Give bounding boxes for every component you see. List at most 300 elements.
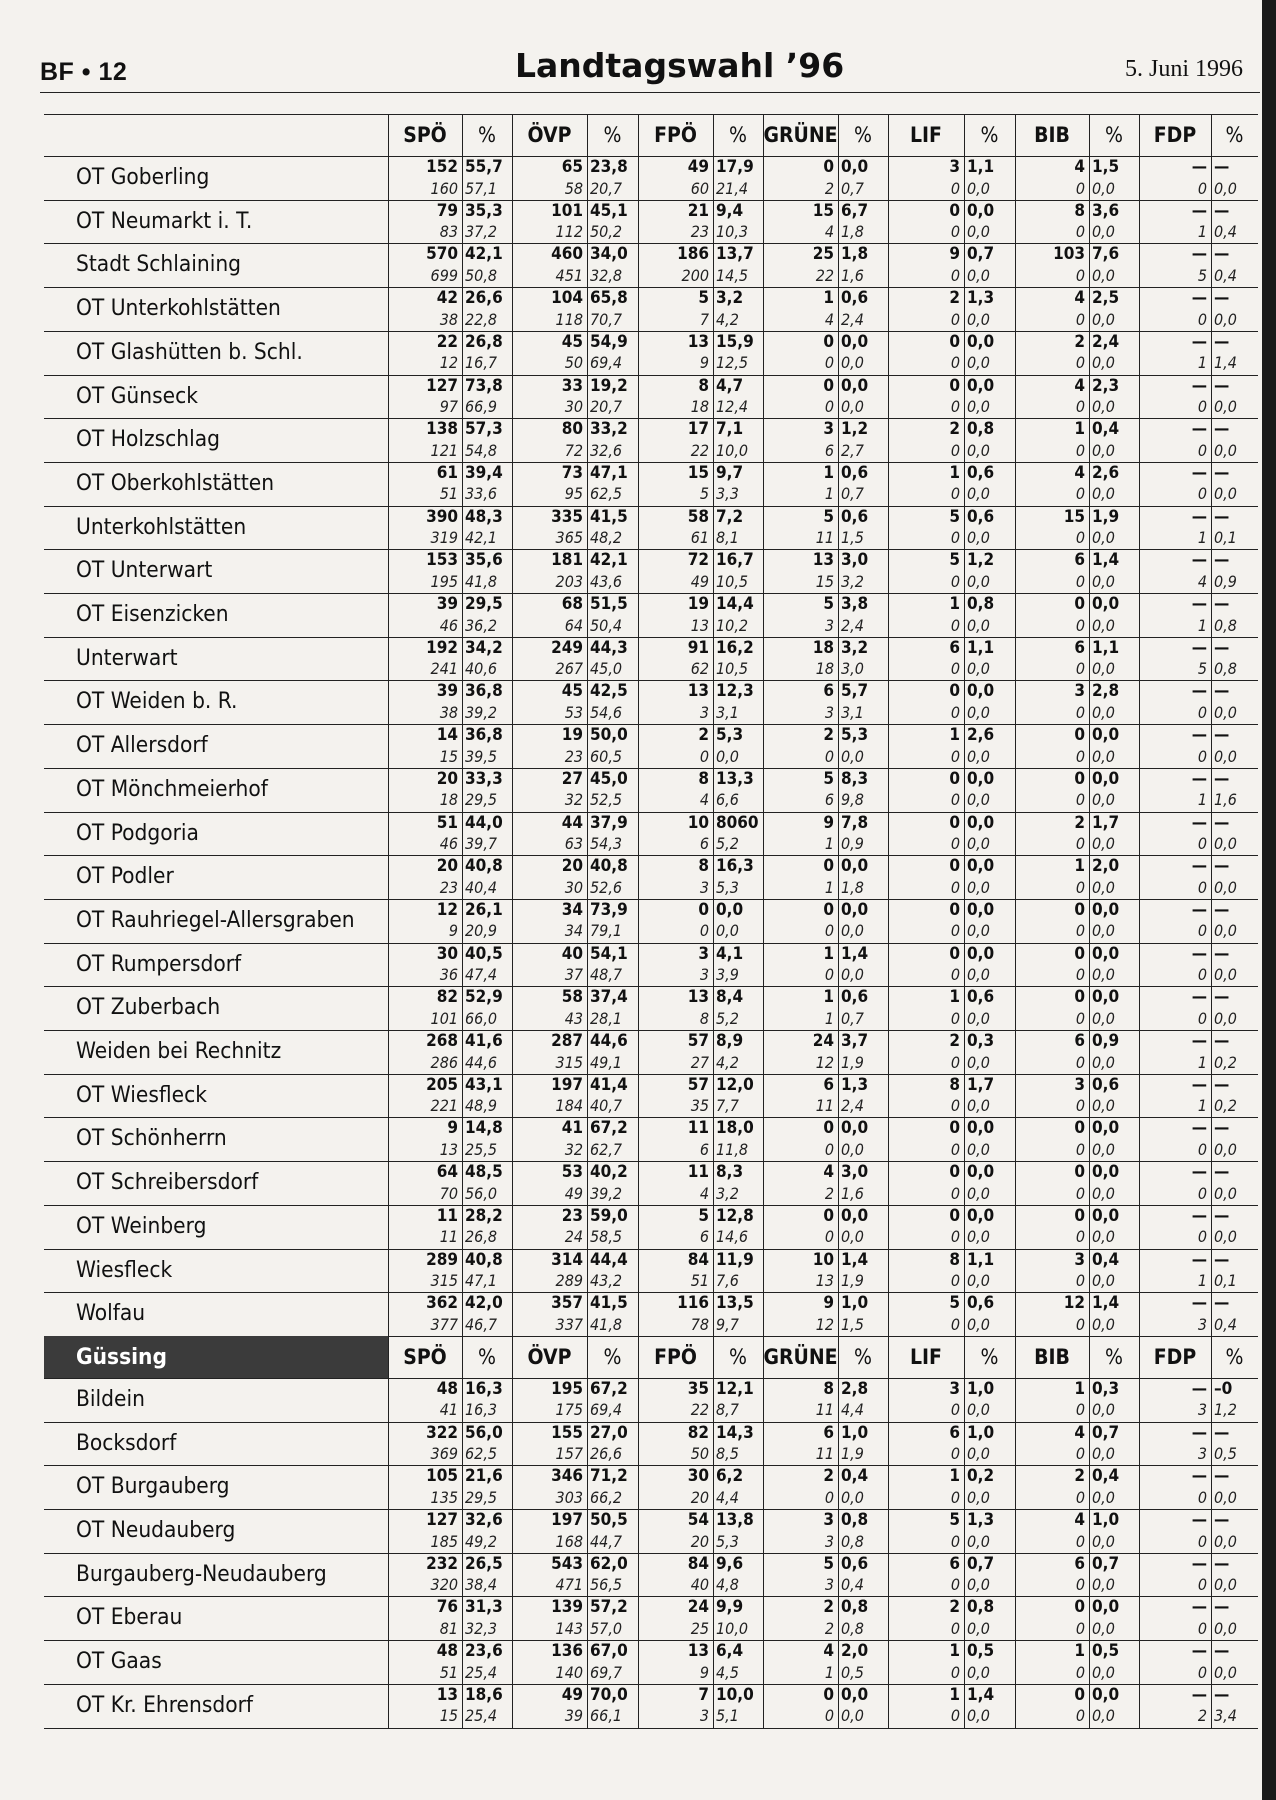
- value-1991: 0,0: [967, 1314, 990, 1334]
- value-1991: 203: [555, 571, 583, 591]
- value-1996: 6: [823, 1074, 834, 1095]
- value-1991: 47,1: [465, 1271, 498, 1290]
- value-1996: 3,2: [716, 288, 744, 309]
- value-1991: 10,2: [716, 615, 749, 635]
- value-1991: 0,0: [967, 1183, 990, 1203]
- value-1996: —: [1191, 812, 1207, 833]
- value-1991: 0: [1075, 1096, 1085, 1116]
- value-1996: 0,0: [1092, 768, 1120, 789]
- value-1996: 101: [551, 200, 583, 221]
- value-1996: 13: [812, 550, 834, 571]
- value-1996: 39: [436, 594, 458, 614]
- value-1991: 33,6: [465, 484, 498, 504]
- value-1996: 8,3: [841, 768, 869, 789]
- value-1996: —: [1191, 244, 1207, 265]
- value-1991: 0: [950, 702, 960, 722]
- value-1996: 1,4: [967, 1684, 995, 1705]
- value-1996: —: [1214, 1510, 1230, 1530]
- value-1996: 0,6: [841, 462, 869, 483]
- value-1991: 46,7: [465, 1314, 498, 1334]
- value-1996: —: [1191, 1074, 1207, 1095]
- value-1991: 57,0: [590, 1618, 623, 1638]
- municipality-name: OT Allersdorf: [76, 732, 208, 759]
- value-1991: 0,0: [967, 659, 990, 679]
- column-header: FPÖ: [654, 1344, 697, 1369]
- value-1991: 0: [1075, 1139, 1085, 1159]
- value-1996: 0: [1074, 1205, 1085, 1226]
- value-1991: 32: [564, 790, 583, 810]
- value-1996: 13: [687, 681, 709, 702]
- value-1991: 0,0: [967, 1271, 990, 1290]
- value-1996: 2,3: [1092, 375, 1120, 396]
- value-1996: 0: [949, 1162, 960, 1183]
- value-1996: 0: [949, 375, 960, 396]
- value-1996: 10: [812, 1249, 834, 1270]
- value-1991: 0: [824, 353, 834, 373]
- value-1996: 19: [561, 725, 583, 746]
- value-1996: 57,3: [465, 419, 503, 440]
- value-1996: 0: [1074, 1597, 1085, 1618]
- value-1996: 5: [823, 768, 834, 789]
- value-1996: 6,7: [841, 200, 869, 221]
- value-1991: 0,0: [967, 615, 990, 635]
- value-1996: 67,2: [590, 1118, 628, 1139]
- value-1991: 0: [1075, 834, 1085, 853]
- value-1996: 0,3: [1092, 1378, 1120, 1399]
- value-1996: —: [1214, 244, 1230, 265]
- column-divider: [1089, 114, 1090, 1728]
- value-1991: 43,2: [590, 1271, 623, 1290]
- column-header: %: [980, 123, 999, 147]
- value-1991: 12: [439, 353, 458, 373]
- value-1991: 23: [690, 222, 709, 242]
- value-1996: 14,4: [716, 594, 754, 614]
- value-1996: —: [1214, 1553, 1230, 1574]
- column-header: FPÖ: [654, 123, 697, 147]
- value-1996: 0,4: [1092, 1466, 1120, 1487]
- value-1996: 181: [551, 550, 583, 571]
- value-1991: 0,0: [1092, 1183, 1115, 1203]
- value-1991: 10,3: [716, 222, 749, 242]
- value-1996: 22: [436, 331, 458, 352]
- value-1996: 5: [949, 1293, 960, 1314]
- value-1991: 0: [1197, 1487, 1207, 1507]
- value-1991: 0,0: [1214, 1183, 1237, 1203]
- value-1996: 0: [949, 856, 960, 877]
- value-1991: 0,5: [1214, 1444, 1237, 1464]
- value-1991: 365: [555, 528, 583, 548]
- value-1991: 1: [1197, 528, 1207, 548]
- value-1996: 5,3: [716, 725, 744, 746]
- value-1991: 0: [950, 1706, 960, 1726]
- value-1996: 7,2: [716, 506, 744, 527]
- value-1991: 0: [950, 1531, 960, 1551]
- value-1996: —: [1191, 200, 1207, 221]
- column-divider: [888, 114, 889, 1728]
- column-header: ÖVP: [527, 123, 572, 147]
- value-1991: 56,5: [590, 1575, 623, 1595]
- value-1996: 0,0: [1092, 1684, 1120, 1705]
- value-1996: 6: [823, 681, 834, 702]
- value-1996: 6: [949, 1553, 960, 1574]
- value-1991: 0,0: [1092, 397, 1115, 416]
- value-1991: 0: [950, 746, 960, 766]
- value-1996: 13: [687, 331, 709, 352]
- value-1996: 1,4: [841, 943, 869, 964]
- value-1996: 8: [1074, 200, 1085, 221]
- value-1991: 0,0: [967, 178, 990, 198]
- column-header: %: [478, 1344, 496, 1369]
- value-1991: 0,0: [967, 309, 990, 329]
- value-1996: —: [1191, 681, 1207, 702]
- value-1996: 1,1: [967, 157, 995, 177]
- value-1991: 1,9: [841, 1444, 864, 1464]
- value-1996: 36,8: [465, 681, 503, 702]
- value-1996: —: [1214, 943, 1230, 964]
- value-1991: 57,1: [465, 178, 498, 198]
- value-1996: 73,8: [465, 375, 503, 396]
- value-1996: 6,4: [716, 1641, 744, 1662]
- value-1991: 0: [1197, 309, 1207, 329]
- value-1991: 4,8: [716, 1575, 739, 1595]
- value-1991: 29,5: [465, 1487, 498, 1507]
- value-1996: —: [1191, 375, 1207, 396]
- value-1996: 35,3: [465, 200, 503, 221]
- value-1996: —: [1191, 987, 1207, 1008]
- value-1996: 36,8: [465, 725, 503, 746]
- value-1991: 0,9: [1214, 571, 1237, 591]
- value-1991: 0: [1075, 1575, 1085, 1595]
- value-1991: 50,4: [590, 615, 623, 635]
- value-1996: 40,8: [590, 856, 628, 877]
- value-1991: 319: [430, 528, 458, 548]
- value-1991: 0,0: [967, 1139, 990, 1159]
- value-1991: 0,7: [841, 178, 864, 198]
- value-1991: 79,1: [590, 921, 623, 941]
- value-1996: 0,0: [967, 768, 995, 789]
- value-1991: 0,0: [1092, 1487, 1115, 1507]
- value-1991: 41,8: [465, 571, 498, 591]
- value-1996: 139: [551, 1597, 583, 1618]
- value-1996: 54,1: [590, 943, 628, 964]
- value-1991: 8: [699, 1008, 709, 1028]
- value-1996: —: [1191, 1641, 1207, 1662]
- value-1991: 49: [564, 1183, 583, 1203]
- value-1991: 3: [1197, 1400, 1207, 1420]
- value-1991: 1,8: [841, 877, 864, 897]
- municipality-name: OT Gaas: [76, 1648, 162, 1675]
- column-header: BIB: [1034, 123, 1070, 147]
- value-1996: 64: [436, 1162, 458, 1183]
- value-1991: 286: [430, 1052, 458, 1072]
- municipality-name: Bocksdorf: [76, 1429, 177, 1456]
- value-1991: 58: [564, 178, 583, 198]
- value-1991: 0: [1075, 222, 1085, 242]
- value-1996: 42,1: [590, 550, 628, 571]
- value-1991: 5: [1197, 659, 1207, 679]
- value-1996: 19,2: [590, 375, 628, 396]
- value-1991: 0,0: [967, 1227, 990, 1247]
- value-1996: 58: [561, 987, 583, 1008]
- value-1991: 1,2: [1214, 1400, 1237, 1420]
- municipality-name: OT Podgoria: [76, 819, 199, 846]
- value-1991: 22,8: [465, 309, 498, 329]
- value-1991: 1: [824, 1008, 834, 1028]
- value-1991: 0: [1075, 702, 1085, 722]
- value-1991: 1: [1197, 222, 1207, 242]
- value-1996: 42,5: [590, 681, 628, 702]
- value-1991: 1,9: [841, 1271, 864, 1290]
- value-1991: 0,0: [967, 440, 990, 460]
- value-1991: 0,0: [967, 790, 990, 810]
- value-1996: 13,7: [716, 244, 754, 265]
- municipality-name: Bildein: [76, 1385, 145, 1412]
- value-1996: 0: [1074, 943, 1085, 964]
- value-1996: 268: [426, 1031, 458, 1051]
- value-1991: 0,8: [1214, 615, 1237, 635]
- value-1996: 195: [551, 1378, 583, 1399]
- value-1991: 0: [950, 1444, 960, 1464]
- value-1991: 699: [430, 265, 458, 285]
- value-1991: 3,2: [716, 1183, 739, 1203]
- value-1991: 2: [1197, 1706, 1207, 1726]
- value-1996: 14: [436, 725, 458, 746]
- value-1991: 38: [439, 309, 458, 329]
- value-1996: —: [1191, 1466, 1207, 1487]
- value-1991: 26,8: [465, 1227, 498, 1247]
- value-1996: —: [1214, 1205, 1230, 1226]
- value-1996: 314: [551, 1249, 583, 1270]
- value-1996: —: [1191, 943, 1207, 964]
- value-1996: 9,4: [716, 200, 744, 221]
- value-1991: 50,8: [465, 265, 498, 285]
- value-1996: 0,6: [1092, 1074, 1120, 1095]
- value-1996: 13,3: [716, 768, 754, 789]
- value-1996: —: [1191, 1378, 1207, 1399]
- value-1996: 0,7: [967, 1553, 995, 1574]
- value-1991: 0,0: [1092, 1618, 1115, 1638]
- value-1996: 26,6: [465, 288, 503, 309]
- value-1991: 241: [430, 659, 458, 679]
- column-header: %: [854, 123, 872, 147]
- column-header: FDP: [1153, 1344, 1197, 1369]
- value-1991: 3: [699, 702, 709, 722]
- municipality-name: OT Günseck: [76, 382, 198, 409]
- value-1991: 0: [950, 353, 960, 373]
- column-header: SPÖ: [403, 1344, 447, 1369]
- value-1991: 0: [950, 921, 960, 941]
- municipality-name: Unterkohlstätten: [76, 513, 247, 540]
- value-1991: 11: [815, 528, 834, 548]
- value-1996: 2: [1074, 1466, 1085, 1487]
- value-1991: 0,0: [1214, 746, 1237, 766]
- municipality-name: OT Burgauberg: [76, 1473, 230, 1500]
- value-1996: 0,0: [967, 1162, 995, 1183]
- value-1996: 4: [1074, 157, 1085, 177]
- value-1996: 9: [949, 244, 960, 265]
- column-header: %: [729, 123, 747, 147]
- value-1991: 23: [439, 877, 458, 897]
- value-1991: 1: [824, 877, 834, 897]
- value-1996: 26,1: [465, 899, 503, 920]
- value-1991: 51: [690, 1271, 709, 1290]
- value-1991: 0: [1197, 965, 1207, 985]
- value-1996: 84: [687, 1249, 709, 1270]
- value-1991: 0,0: [967, 834, 990, 853]
- column-header: BIB: [1034, 1344, 1070, 1369]
- municipality-name: OT Glashütten b. Schl.: [76, 338, 303, 365]
- value-1996: 1: [823, 288, 834, 309]
- value-1991: 168: [555, 1531, 583, 1551]
- value-1991: 0,0: [1214, 1618, 1237, 1638]
- value-1991: 0,0: [967, 1531, 990, 1551]
- value-1991: 42,1: [465, 528, 498, 548]
- value-1996: 0,0: [1092, 594, 1120, 614]
- value-1996: 335: [551, 506, 583, 527]
- value-1991: 3: [824, 1531, 834, 1551]
- value-1996: 8,4: [716, 987, 744, 1008]
- municipality-name: OT Neudauberg: [76, 1517, 236, 1543]
- region-label-gussing: Güssing: [44, 1336, 388, 1378]
- value-1996: 3: [823, 419, 834, 440]
- value-1991: 140: [555, 1662, 583, 1682]
- value-1991: 12: [815, 1314, 834, 1334]
- value-1991: 66,2: [590, 1487, 623, 1507]
- column-header: SPÖ: [403, 123, 447, 147]
- value-1991: 0: [950, 528, 960, 548]
- value-1991: 25,4: [465, 1662, 498, 1682]
- value-1996: 5: [823, 1553, 834, 1574]
- value-1991: 3,1: [841, 702, 864, 722]
- value-1996: 1,0: [967, 1378, 995, 1399]
- value-1996: 1: [949, 1466, 960, 1487]
- value-1991: 11: [815, 1444, 834, 1464]
- value-1991: 5,3: [716, 877, 739, 897]
- value-1991: 62,5: [465, 1444, 498, 1464]
- value-1996: 1,2: [841, 419, 869, 440]
- value-1996: —: [1214, 331, 1230, 352]
- value-1991: 0,0: [1214, 1531, 1237, 1551]
- value-1996: 0,0: [841, 899, 869, 920]
- value-1991: 0: [950, 178, 960, 198]
- value-1996: 138: [426, 419, 458, 440]
- value-1996: 0,6: [841, 288, 869, 309]
- value-1991: 315: [430, 1271, 458, 1290]
- value-1991: 112: [555, 222, 583, 242]
- value-1996: 13,8: [716, 1510, 754, 1530]
- value-1996: 44,6: [590, 1031, 628, 1051]
- value-1996: 23,8: [590, 157, 628, 177]
- value-1996: —: [1191, 1031, 1207, 1051]
- municipality-name: OT Schönherrn: [76, 1125, 227, 1152]
- value-1991: 0: [824, 397, 834, 416]
- value-1991: 0,4: [1214, 265, 1237, 285]
- value-1991: 52,5: [590, 790, 623, 810]
- value-1996: 2,0: [841, 1641, 869, 1662]
- value-1996: 0,7: [967, 244, 995, 265]
- column-header: GRÜNE: [763, 123, 838, 147]
- value-1991: 22: [690, 1400, 709, 1420]
- value-1991: 0: [950, 1096, 960, 1116]
- value-1991: 39: [564, 1706, 583, 1726]
- value-1991: 29,5: [465, 790, 498, 810]
- value-1991: 3,9: [716, 965, 739, 985]
- value-1996: 61: [436, 462, 458, 483]
- value-1991: 49: [690, 571, 709, 591]
- value-1996: 362: [426, 1293, 458, 1314]
- value-1996: 50,0: [590, 725, 628, 746]
- value-1996: 3: [698, 943, 709, 964]
- value-1996: 9,9: [716, 1597, 744, 1618]
- value-1991: 0: [1075, 921, 1085, 941]
- value-1991: 26,6: [590, 1444, 623, 1464]
- value-1991: 0,0: [841, 965, 864, 985]
- value-1991: 10,5: [716, 659, 749, 679]
- value-1996: 34,0: [590, 244, 628, 265]
- value-1991: 0: [1197, 1575, 1207, 1595]
- value-1991: 11: [439, 1227, 458, 1247]
- value-1996: 0: [823, 1205, 834, 1226]
- value-1991: 7,7: [716, 1096, 739, 1116]
- value-1996: —: [1214, 419, 1230, 440]
- value-1991: 1: [824, 1662, 834, 1682]
- value-1996: 52,9: [465, 987, 503, 1008]
- value-1996: 48,3: [465, 506, 503, 527]
- value-1991: 48,7: [590, 965, 623, 985]
- value-1991: 0: [950, 222, 960, 242]
- value-1991: 1: [1197, 353, 1207, 373]
- value-1996: 1,3: [841, 1074, 869, 1095]
- value-1996: 37,4: [590, 987, 628, 1008]
- value-1996: 197: [551, 1510, 583, 1530]
- column-divider: [763, 114, 764, 1728]
- value-1991: 1: [1197, 1052, 1207, 1072]
- value-1991: 0: [1075, 1008, 1085, 1028]
- value-1991: 95: [564, 484, 583, 504]
- column-header: %: [854, 1344, 872, 1369]
- value-1996: 0,8: [841, 1510, 869, 1530]
- value-1991: 38: [439, 702, 458, 722]
- value-1996: 104: [551, 288, 583, 309]
- value-1996: 12: [436, 899, 458, 920]
- value-1991: 3,2: [841, 571, 864, 591]
- value-1991: 0: [1075, 178, 1085, 198]
- value-1991: 48,9: [465, 1096, 498, 1116]
- value-1991: 0: [1075, 790, 1085, 810]
- value-1996: 8: [698, 768, 709, 789]
- municipality-name: OT Weinberg: [76, 1212, 207, 1239]
- value-1996: 0,0: [967, 943, 995, 964]
- value-1991: 0: [1075, 1183, 1085, 1203]
- value-1991: 0: [950, 1487, 960, 1507]
- value-1996: —: [1214, 1031, 1230, 1051]
- value-1991: 51: [439, 1662, 458, 1682]
- value-1991: 70,7: [590, 309, 623, 329]
- value-1996: 4,1: [716, 943, 744, 964]
- value-1996: 0: [823, 899, 834, 920]
- value-1991: 0: [1075, 1618, 1085, 1638]
- value-1996: 24: [812, 1031, 834, 1051]
- municipality-name: OT Unterwart: [76, 557, 213, 584]
- value-1991: 0: [950, 1227, 960, 1247]
- value-1996: 4,7: [716, 375, 744, 396]
- value-1991: 24: [564, 1227, 583, 1247]
- value-1996: 5: [949, 550, 960, 571]
- value-1996: 1,3: [967, 288, 995, 309]
- value-1991: 0: [699, 921, 709, 941]
- value-1991: 0,0: [1092, 1139, 1115, 1159]
- value-1991: 0: [1075, 746, 1085, 766]
